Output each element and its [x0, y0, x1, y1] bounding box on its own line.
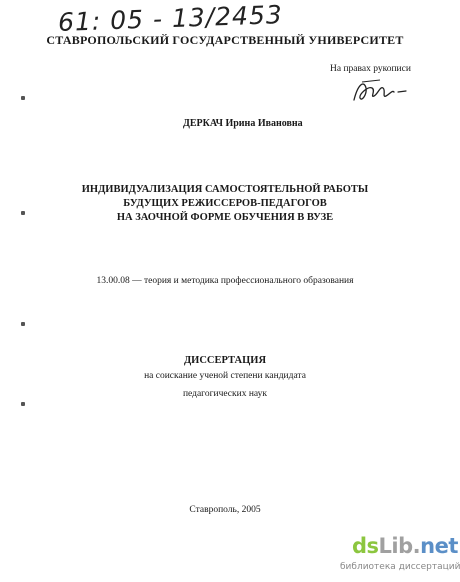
- author-name: ДЕРКАЧ Ирина Ивановна: [183, 118, 303, 129]
- watermark-tagline: библиотека диссертаций: [340, 562, 460, 572]
- specialty-code: 13.00.08 — теория и методика профессионального образования: [96, 276, 354, 286]
- dissertation-title: [0, 183, 450, 225]
- title-line: ИНДИВИДУАЛИЗАЦИЯ САМОСТОЯТЕЛЬНОЙ РАБОТЫ: [81, 184, 369, 195]
- margin-mark: [21, 96, 25, 100]
- degree-line: на соискание ученой степени кандидата: [144, 371, 306, 381]
- margin-mark: [21, 402, 25, 406]
- manuscript-note: На правах рукописи: [330, 64, 411, 74]
- dslib-watermark-logo: [340, 534, 460, 580]
- watermark-logo-text: dsLib.net: [352, 534, 458, 558]
- title-line: НА ЗАОЧНОЙ ФОРМЕ ОБУЧЕНИЯ В ВУЗЕ: [116, 212, 334, 223]
- archive-code-handwritten: 61: 05 - 13/2453: [57, 0, 284, 37]
- signature: [350, 74, 410, 108]
- university-name: СТАВРОПОЛЬСКИЙ ГОСУДАРСТВЕННЫЙ УНИВЕРСИТЕТ: [46, 33, 404, 47]
- city-year: Ставрополь, 2005: [189, 505, 261, 515]
- title-line: БУДУЩИХ РЕЖИССЕРОВ-ПЕДАГОГОВ: [123, 198, 327, 209]
- science-field: педагогических наук: [182, 389, 268, 399]
- margin-mark: [21, 322, 25, 326]
- dissertation-heading: ДИССЕРТАЦИЯ: [183, 355, 267, 366]
